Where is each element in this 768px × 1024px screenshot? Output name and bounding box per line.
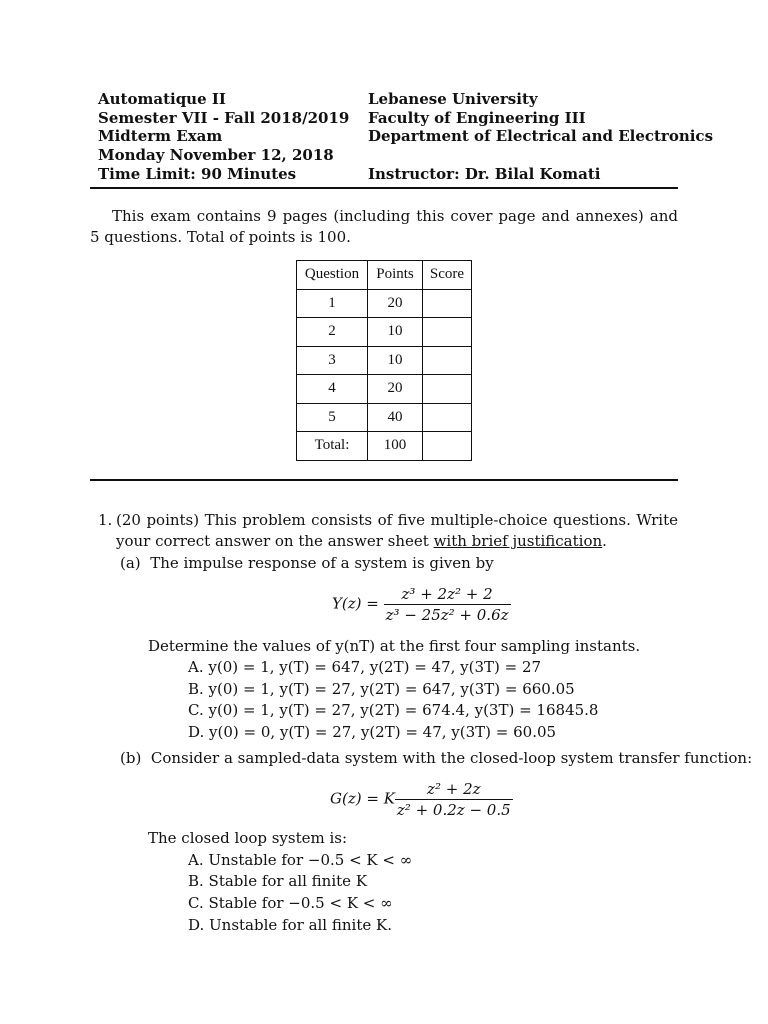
part-b-question: The closed loop system is: (148, 829, 348, 847)
table-row (297, 375, 472, 404)
choice-b: B. y(0) = 1, y(T) = 27, y(2T) = 647, y(3T) = 660.05 (188, 680, 575, 698)
part-b-label: (b) (120, 749, 142, 767)
header-right (368, 90, 713, 184)
score-cell (423, 289, 472, 318)
table-cell: 100 (368, 432, 423, 461)
table-total-row (297, 432, 472, 461)
table-header: Score (423, 261, 472, 290)
table-row (297, 289, 472, 318)
score-cell (423, 375, 472, 404)
part-b (120, 748, 752, 769)
table-cell: 40 (368, 403, 423, 432)
instructor: Instructor: Dr. Bilal Komati (368, 164, 601, 183)
numerator: z² + 2z (395, 779, 513, 800)
question-number: 1. (98, 511, 113, 529)
course-name: Automatique II (98, 90, 226, 108)
part-b-prompt: Consider a sampled-data system with the closed-loop system transfer function: (150, 749, 753, 767)
table-cell: 10 (368, 318, 423, 347)
score-cell (423, 346, 472, 375)
time-limit: Time Limit: 90 Minutes (98, 164, 297, 183)
choice-c: C. Stable for −0.5 < K < ∞ (188, 894, 393, 912)
choice-d: D. Unstable for all finite K. (188, 916, 392, 934)
table-cell: 10 (368, 346, 423, 375)
table-cell: Total: (297, 432, 368, 461)
table-cell: 1 (297, 289, 368, 318)
choice-a: A. Unstable for −0.5 < K < ∞ (188, 851, 413, 869)
table-header: Points (368, 261, 423, 290)
part-a-question: Determine the values of y(nT) at the first four sampling instants. (148, 637, 641, 655)
choice-c: C. y(0) = 1, y(T) = 27, y(2T) = 674.4, y(3T) = 16845.8 (188, 701, 599, 719)
part-a (120, 553, 494, 574)
table-row (297, 403, 472, 432)
table-cell: 5 (297, 403, 368, 432)
question-text: (20 points) This problem consists of five multiple-choice questions. Write your correct answer on the answer sheet (116, 511, 678, 550)
score-cell (423, 318, 472, 347)
equation-g (330, 779, 513, 820)
choice-b: B. Stable for all finite K (188, 872, 368, 890)
section-rule (90, 479, 678, 481)
part-a-prompt: The impulse response of a system is given by (150, 554, 494, 572)
faculty: Faculty of Engineering III (368, 108, 586, 127)
table-header: Question (297, 261, 368, 290)
points-table (296, 260, 472, 461)
table-row (297, 318, 472, 347)
exam-date: Monday November 12, 2018 (98, 146, 334, 165)
part-a-label: (a) (120, 554, 141, 572)
score-cell (423, 403, 472, 432)
equation-fraction (395, 779, 513, 820)
question-text-end: . (602, 532, 607, 550)
score-cell (423, 432, 472, 461)
table-row (297, 346, 472, 375)
exam-type: Midterm Exam (98, 127, 223, 146)
table-cell: 2 (297, 318, 368, 347)
denominator: z³ − 25z² + 0.6z (385, 606, 509, 624)
table-header-row (297, 261, 472, 290)
intro-text: This exam contains 9 pages (including this cover page and annexes) and 5 questions. Total of points is 100. (90, 207, 678, 246)
numerator: z³ + 2z² + 2 (384, 584, 511, 605)
table-cell: 3 (297, 346, 368, 375)
table-cell: 4 (297, 375, 368, 404)
denominator: z² + 0.2z − 0.5 (396, 801, 511, 819)
equation-y (332, 584, 511, 625)
university: Lebanese University (368, 90, 538, 108)
equation-lhs: G(z) = K (330, 789, 395, 808)
question-1-text (116, 510, 678, 552)
equation-fraction (384, 584, 511, 625)
choice-a: A. y(0) = 1, y(T) = 647, y(2T) = 47, y(3T) = 27 (188, 658, 542, 676)
header-rule (90, 187, 678, 189)
table-cell: 20 (368, 375, 423, 404)
semester: Semester VII - Fall 2018/2019 (98, 108, 350, 127)
underlined-text: with brief justification (433, 532, 603, 550)
header-left (98, 90, 349, 184)
equation-lhs: Y(z) = (332, 594, 379, 613)
table-cell: 20 (368, 289, 423, 318)
intro-paragraph (90, 206, 678, 248)
department: Department of Electrical and Electronics (368, 127, 714, 146)
choice-d: D. y(0) = 0, y(T) = 27, y(2T) = 47, y(3T) = 60.05 (188, 723, 557, 741)
